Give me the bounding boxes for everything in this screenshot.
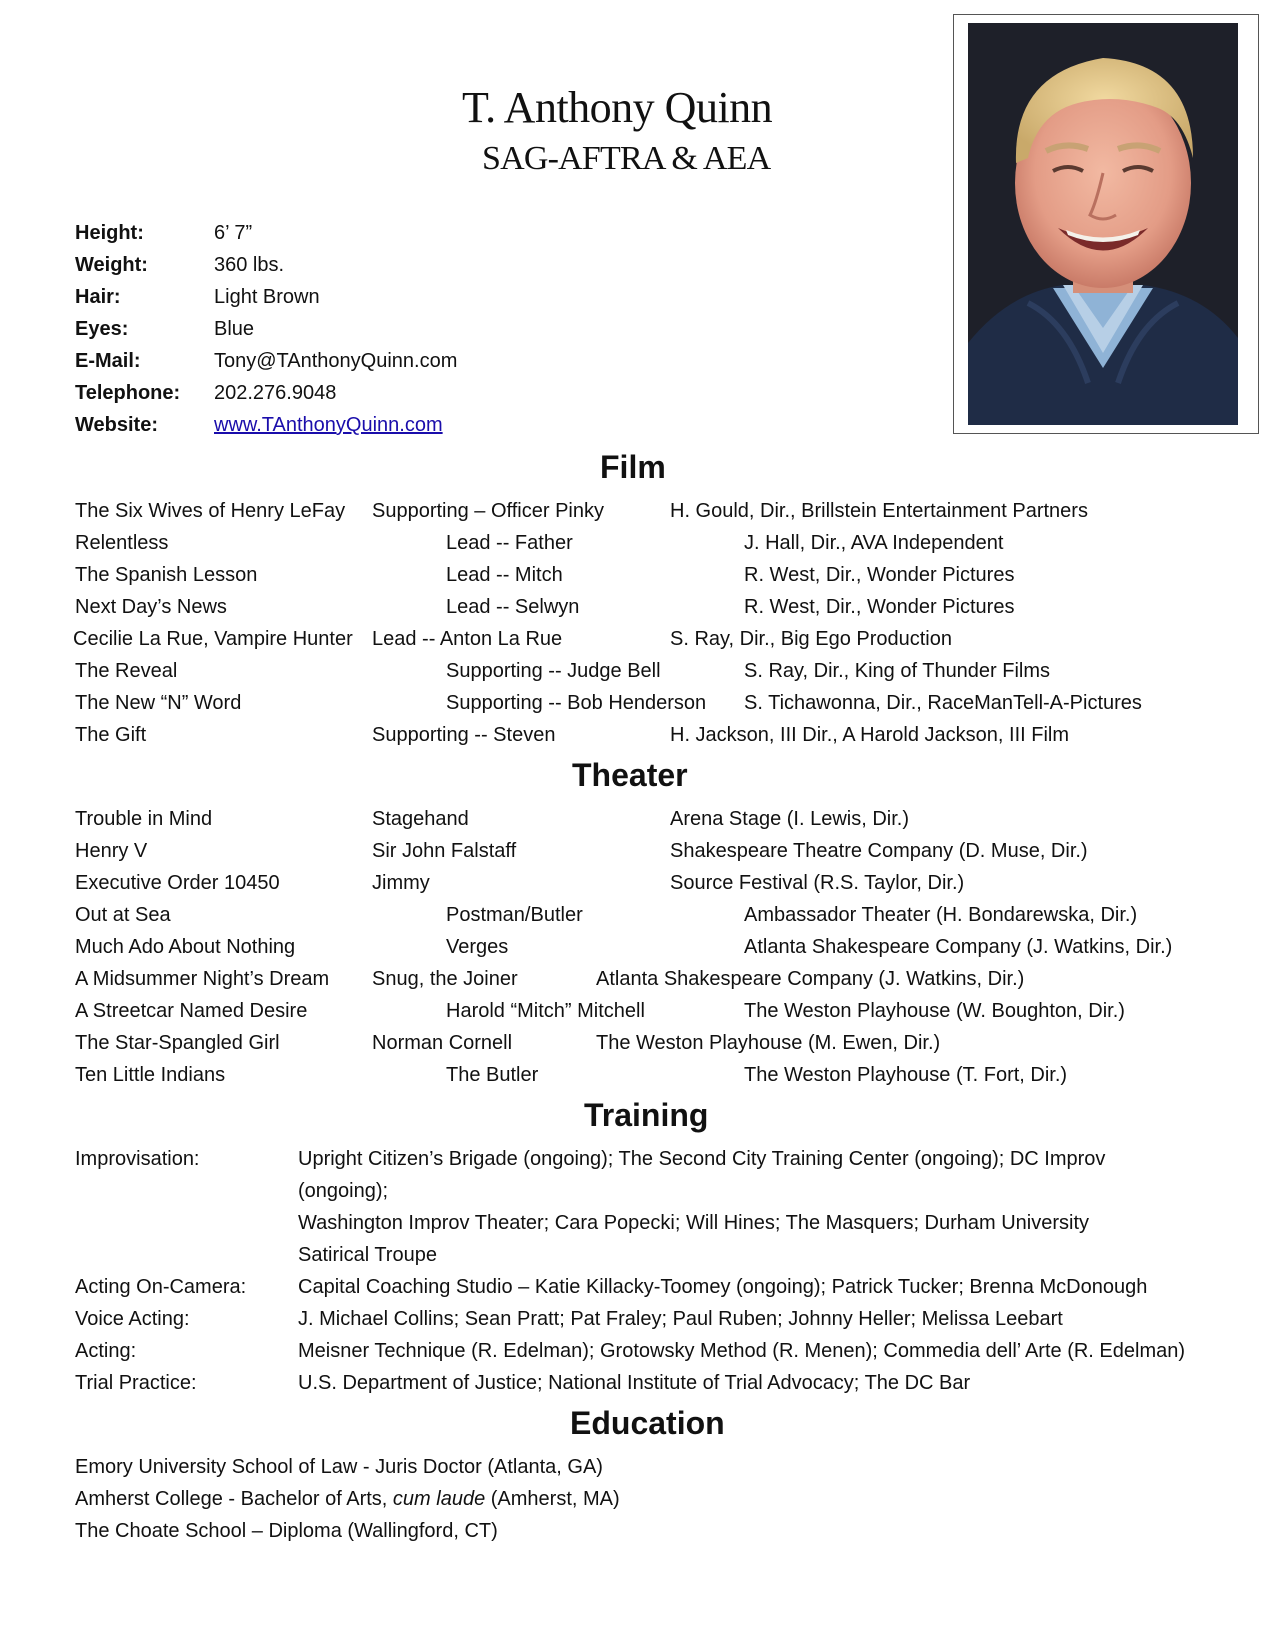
section-heading-training: Training — [584, 1097, 709, 1133]
training-label: Acting On-Camera: — [75, 1276, 247, 1298]
credit-title: A Midsummer Night’s Dream — [75, 968, 330, 990]
stat-label: Telephone: — [75, 382, 181, 404]
actor-name: T. Anthony Quinn — [462, 83, 773, 132]
section-heading-film: Film — [600, 449, 666, 485]
credit-company: Atlanta Shakespeare Company (J. Watkins, Dir.) — [596, 968, 1025, 990]
email-value: Tony@TAnthonyQuinn.com — [214, 350, 458, 372]
credit-company: S. Tichawonna, Dir., RaceManTell-A-Pictures — [744, 692, 1142, 714]
website-link[interactable]: www.TAnthonyQuinn.com — [214, 414, 443, 436]
headshot-frame — [953, 14, 1259, 434]
telephone-value: 202.276.9048 — [214, 382, 337, 404]
education-item-text: Amherst College - Bachelor of Arts, — [75, 1488, 393, 1510]
credit-role: Snug, the Joiner — [372, 968, 518, 990]
training-detail: Washington Improv Theater; Cara Popecki; Will Hines; The Masquers; Durham University — [298, 1212, 1090, 1234]
credit-title: The Reveal — [75, 660, 178, 682]
stat-value: Light Brown — [214, 286, 320, 308]
credit-company: S. Ray, Dir., Big Ego Production — [670, 628, 952, 650]
education-item — [75, 1488, 620, 1510]
credit-company: R. West, Dir., Wonder Pictures — [744, 564, 1015, 586]
credit-role: Lead -- Father — [446, 532, 573, 554]
credit-role: Supporting -- Judge Bell — [446, 660, 661, 682]
credit-company: Ambassador Theater (H. Bondarewska, Dir.) — [744, 904, 1138, 926]
training-label: Voice Acting: — [75, 1308, 190, 1330]
credit-company: The Weston Playhouse (W. Boughton, Dir.) — [744, 1000, 1125, 1022]
training-detail: (ongoing); — [298, 1180, 389, 1202]
credit-role: The Butler — [446, 1064, 539, 1086]
section-heading-education: Education — [570, 1405, 725, 1441]
credit-title: Ten Little Indians — [75, 1064, 226, 1086]
credit-title: The New “N” Word — [75, 692, 242, 714]
credit-role: Sir John Falstaff — [372, 840, 517, 862]
education-item-text: (Amherst, MA) — [485, 1488, 620, 1510]
credit-company: Arena Stage (I. Lewis, Dir.) — [670, 808, 909, 830]
training-detail: U.S. Department of Justice; National Institute of Trial Advocacy; The DC Bar — [298, 1372, 971, 1394]
stat-label: Website: — [75, 414, 158, 436]
credit-role: Supporting – Officer Pinky — [372, 500, 604, 522]
stat-value: 6’ 7” — [214, 222, 253, 244]
credit-title: A Streetcar Named Desire — [75, 1000, 308, 1022]
credit-company: Source Festival (R.S. Taylor, Dir.) — [670, 872, 965, 894]
credit-title: The Six Wives of Henry LeFay — [75, 500, 346, 522]
credit-company: R. West, Dir., Wonder Pictures — [744, 596, 1015, 618]
credit-role: Supporting -- Bob Henderson — [446, 692, 707, 714]
credit-company: Atlanta Shakespeare Company (J. Watkins, Dir.) — [744, 936, 1173, 958]
credit-company: Shakespeare Theatre Company (D. Muse, Dir.) — [670, 840, 1088, 862]
headshot-photo — [968, 23, 1238, 425]
education-item: The Choate School – Diploma (Wallingford, CT) — [75, 1520, 498, 1542]
stat-label: Weight: — [75, 254, 148, 276]
credit-role: Jimmy — [372, 872, 430, 894]
credit-company: H. Jackson, III Dir., A Harold Jackson, III Film — [670, 724, 1070, 746]
stat-value: 360 lbs. — [214, 254, 285, 276]
stat-label: Eyes: — [75, 318, 129, 340]
union-affiliation: SAG-AFTRA & AEA — [482, 140, 771, 177]
credit-role: Lead -- Mitch — [446, 564, 563, 586]
training-detail: J. Michael Collins; Sean Pratt; Pat Fraley; Paul Ruben; Johnny Heller; Melissa Leebart — [298, 1308, 1063, 1330]
credit-title: Relentless — [75, 532, 169, 554]
credit-title: Executive Order 10450 — [75, 872, 280, 894]
credit-company: H. Gould, Dir., Brillstein Entertainment Partners — [670, 500, 1088, 522]
credit-company: S. Ray, Dir., King of Thunder Films — [744, 660, 1051, 682]
education-item: Emory University School of Law - Juris Doctor (Atlanta, GA) — [75, 1456, 603, 1478]
credit-role: Lead -- Anton La Rue — [372, 628, 563, 650]
credit-role: Lead -- Selwyn — [446, 596, 580, 618]
credit-title: Henry V — [75, 840, 148, 862]
training-detail: Upright Citizen’s Brigade (ongoing); The Second City Training Center (ongoing); DC Improv — [298, 1148, 1106, 1170]
training-detail: Satirical Troupe — [298, 1244, 437, 1266]
credit-title: Next Day’s News — [75, 596, 227, 618]
training-detail: Capital Coaching Studio – Katie Killacky-Toomey (ongoing); Patrick Tucker; Brenna McDonough — [298, 1276, 1148, 1298]
credit-title: The Star-Spangled Girl — [75, 1032, 280, 1054]
credit-title: Cecilie La Rue, Vampire Hunter — [73, 628, 353, 650]
stat-label: E-Mail: — [75, 350, 141, 372]
credit-title: Trouble in Mind — [75, 808, 213, 830]
section-heading-theater: Theater — [572, 757, 688, 793]
credit-title: Out at Sea — [75, 904, 171, 926]
credit-role: Stagehand — [372, 808, 469, 830]
credit-role: Norman Cornell — [372, 1032, 513, 1054]
credit-company: J. Hall, Dir., AVA Independent — [744, 532, 1004, 554]
credit-title: The Gift — [75, 724, 147, 746]
credit-role: Supporting -- Steven — [372, 724, 556, 746]
training-label: Acting: — [75, 1340, 137, 1362]
stat-label: Height: — [75, 222, 144, 244]
credit-company: The Weston Playhouse (M. Ewen, Dir.) — [596, 1032, 941, 1054]
credit-company: The Weston Playhouse (T. Fort, Dir.) — [744, 1064, 1068, 1086]
credit-role: Verges — [446, 936, 509, 958]
credit-title: Much Ado About Nothing — [75, 936, 296, 958]
training-label: Trial Practice: — [75, 1372, 197, 1394]
honors-text: cum laude — [392, 1488, 486, 1510]
training-detail: Meisner Technique (R. Edelman); Grotowsky Method (R. Menen); Commedia dell’ Arte (R. Edelman) — [298, 1340, 1186, 1362]
training-label: Improvisation: — [75, 1148, 200, 1170]
stat-value: Blue — [214, 318, 255, 340]
stat-label: Hair: — [75, 286, 121, 308]
credit-title: The Spanish Lesson — [75, 564, 258, 586]
credit-role: Harold “Mitch” Mitchell — [446, 1000, 645, 1022]
credit-role: Postman/Butler — [446, 904, 583, 926]
